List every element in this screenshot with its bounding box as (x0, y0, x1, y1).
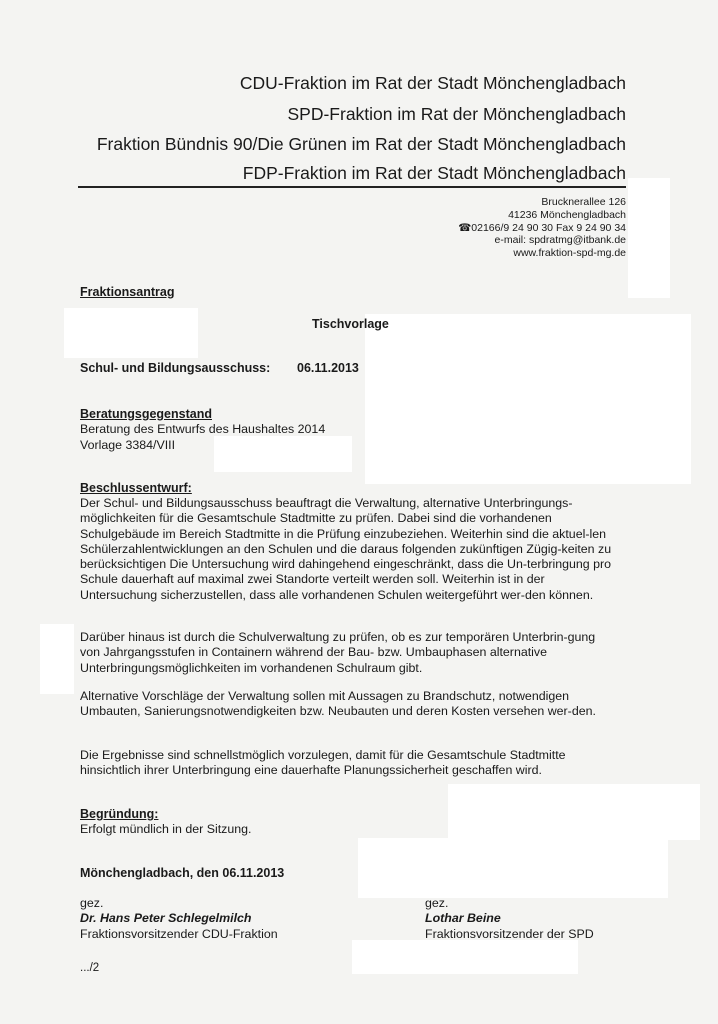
redaction-patch (40, 624, 74, 694)
signature-cdu (80, 896, 340, 942)
committee-date: 06.11.2013 (297, 361, 359, 375)
contact-email: e-mail: spdratmg@itbank.de (494, 234, 626, 247)
contact-web: www.fraktion-spd-mg.de (513, 247, 626, 260)
signature-name: Dr. Hans Peter Schlegelmilch (80, 911, 252, 926)
signature-spd (425, 896, 665, 942)
signature-role: Fraktionsvorsitzender der SPD (425, 926, 594, 941)
beschluss-heading (80, 481, 613, 496)
signature-gez: gez. (80, 896, 104, 910)
header-line-gruene: Fraktion Bündnis 90/Die Grünen im Rat der Stadt Mönchengladbach (96, 134, 626, 154)
header-line-fdp: FDP-Fraktion im Rat der Stadt Mönchengladbach (242, 163, 626, 183)
contact-phone: ☎02166/9 24 90 30 Fax 9 24 90 34 (458, 221, 626, 234)
signature-name: Lothar Beine (425, 911, 501, 926)
contact-street: Brucknerallee 126 (541, 196, 626, 208)
redaction-patch (64, 308, 198, 358)
redaction-patch (358, 838, 668, 898)
beschluss-paragraph-1: Der Schul- und Bildungsausschuss beauftragt die Verwaltung, alternative Unterbringungs-möglichkeiten für die Gesamtschule Stadtmitte zu prüfen. Dabei sind die vorhandenen Schulgebäude im Bereich Stadtmitte in die Prüfung einzubeziehen. Weiterhin sind die aktuel-len Schülerzahlentwicklungen an den Schulen und die daraus folgenden zukünftigen Zügig-keiten zu berücksichtigen Die Untersuchung wird dahingehend eingeschränkt, dass die Un-terbringung pro Schule dauerhaft auf maximal zwei Standorte verteilt werden soll. Weiterhin ist in der Untersuchung sicherzustellen, dass alle vorhandenen Schulen weitergeführt wer-den können. (80, 496, 612, 602)
beratung-section (80, 407, 613, 453)
tischvorlage-label: Tischvorlage (312, 317, 389, 331)
header-divider (78, 186, 626, 188)
begruendung-text: Erfolgt mündlich in der Sitzung. (80, 822, 252, 837)
beratung-line-2: Vorlage 3384/VIII (80, 437, 176, 452)
beratung-line-1: Beratung des Entwurfs des Haushaltes 2014 (80, 422, 326, 437)
committee-name: Schul- und Bildungsausschuss: (80, 361, 271, 375)
signature-gez: gez. (425, 896, 449, 910)
header-line-spd: SPD-Fraktion im Rat der Mönchengladbach (287, 104, 626, 124)
contact-city: 41236 Mönchengladbach (508, 208, 626, 221)
contact-block (458, 196, 626, 260)
begruendung-section (80, 807, 613, 838)
begruendung-heading: Begründung: (80, 807, 159, 821)
beschluss-paragraph-2: Darüber hinaus ist durch die Schulverwaltung zu prüfen, ob es zur temporären Unterbrin-gung von Jahrgangsstufen in Containern während der Bau- bzw. Umbauphasen alternative Unterbringungsmöglichkeiten im vorhandenen Schulraum gibt. (80, 630, 596, 675)
beschluss-paragraph-3: Alternative Vorschläge der Verwaltung sollen mit Aussagen zu Brandschutz, notwendigen Umbauten, Sanierungsnotwendigkeiten bzw. Neubauten und deren Kosten versehen wer-den. (80, 689, 596, 719)
signature-role: Fraktionsvorsitzender CDU-Fraktion (80, 926, 278, 941)
redaction-patch (628, 178, 670, 298)
place-date: Mönchengladbach, den 06.11.2013 (80, 866, 285, 880)
beschluss-heading-text: Beschlussentwurf: (80, 481, 192, 495)
beschluss-paragraph-4: Die Ergebnisse sind schnellstmöglich vorzulegen, damit für die Gesamtschule Stadtmitte hinsichtlich ihrer Unterbringung eine dauerhafte Planungssicherheit geschaffen wird. (80, 748, 566, 778)
redaction-patch (365, 314, 691, 484)
beratung-heading: Beratungsgegenstand (80, 407, 212, 421)
doc-type-heading: Fraktionsantrag (80, 285, 175, 299)
header-line-cdu: CDU-Fraktion im Rat der Stadt Mönchengladbach (239, 73, 626, 93)
page-continuation-marker: .../2 (80, 962, 100, 974)
